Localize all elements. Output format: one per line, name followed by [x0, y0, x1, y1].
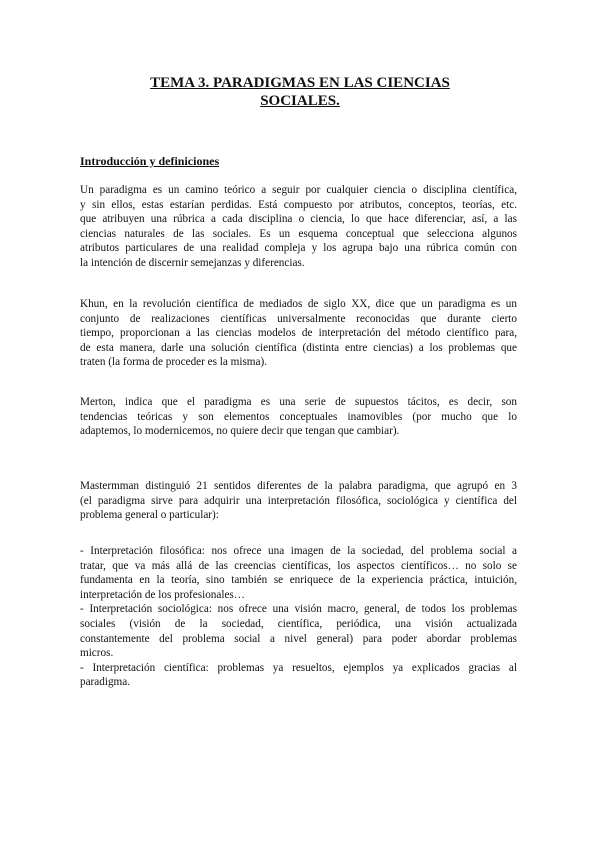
paragraph-khun: [80, 297, 517, 370]
title-line: SOCIALES.: [260, 93, 340, 109]
text-line: sociales (visión de la sociedad, científica, periódica, una visión actualizada: [80, 617, 517, 630]
text-line: Un paradigma es un camino teórico a seguir por cualquier ciencia o disciplina científica,: [80, 184, 517, 196]
text-line: adaptemos, lo modernicemos, no quiere decir que tengan que cambiar).: [80, 425, 400, 438]
text-line: - Interpretación sociológica: nos ofrece una visión macro, general, de todos los problemas: [80, 603, 517, 616]
text-line: micros.: [80, 647, 114, 660]
text-line: de esta manera, darle una solución científica (distinta entre ciencias) a los problemas que: [80, 341, 517, 354]
text-line: problema general o particular):: [80, 509, 219, 522]
text-line: conjunto de realizaciones científicas universalmente reconocidas que durante cierto: [80, 312, 517, 325]
text-line: Khun, en la revolución científica de mediados de siglo XX, dice que un paradigma es un: [80, 298, 517, 310]
text-line: atributos particulares de una realidad compleja y los agrupa bajo una rúbrica común con: [80, 242, 517, 255]
title-line: TEMA 3. PARADIGMAS EN LAS CIENCIAS: [150, 75, 450, 91]
text-line: paradigma.: [80, 676, 131, 689]
text-line: que atribuyen una rúbrica a cada disciplina o ciencia, lo que hace diferenciar, así, a las: [80, 213, 517, 226]
text-line: (el paradigma sirve para adquirir una interpretación filosófica, sociológica y científica del: [80, 494, 517, 507]
text-line: tendencias teóricas y son elementos conceptuales inamovibles (por mucho que lo: [80, 410, 517, 423]
text-line: y sin ellos, estas estarían perdidas. Está compuesto por atributos, conceptos, teorías, etc.: [80, 198, 517, 211]
text-line: Mastermman distinguió 21 sentidos diferentes de la palabra paradigma, que agrupó en 3: [80, 480, 517, 492]
paragraph-interpretations: [80, 544, 517, 690]
text-line: tiempo, proporcionan a las ciencias modelos de interpretación del método científico para,: [80, 327, 517, 340]
text-line: traten (la forma de proceder es la misma).: [80, 356, 267, 369]
paragraph-mastermman: [80, 479, 517, 523]
text-line: - Interpretación filosófica: nos ofrece una imagen de la sociedad, del problema social a: [80, 545, 517, 557]
text-line: constantemente del problema social a nivel general) para poder abordar problemas: [80, 632, 517, 645]
text-line: ciencias naturales de las sociales. Es un esquema conceptual que selecciona algunos: [80, 227, 517, 240]
text-line: fundamenta en la teoría, sino también se enriquece de la experiencia práctica, intuición,: [80, 574, 517, 587]
section-heading: Introducción y definiciones: [80, 154, 220, 168]
text-line: Merton, indica que el paradigma es una serie de supuestos tácitos, es decir, son: [80, 396, 517, 408]
paragraph-merton: [80, 395, 517, 439]
text-line: la intención de discernir semejanzas y diferencias.: [80, 256, 305, 269]
text-line: interpretación de los profesionales…: [80, 588, 245, 601]
text-line: tratar, que va más allá de las creencias científicas, los aspectos científicos… no solo se: [80, 559, 517, 572]
text-line: - Interpretación científica: problemas ya resueltos, ejemplos ya explicados gracias al: [80, 661, 517, 674]
document-title: [80, 74, 520, 110]
paragraph-definition: [80, 183, 517, 271]
